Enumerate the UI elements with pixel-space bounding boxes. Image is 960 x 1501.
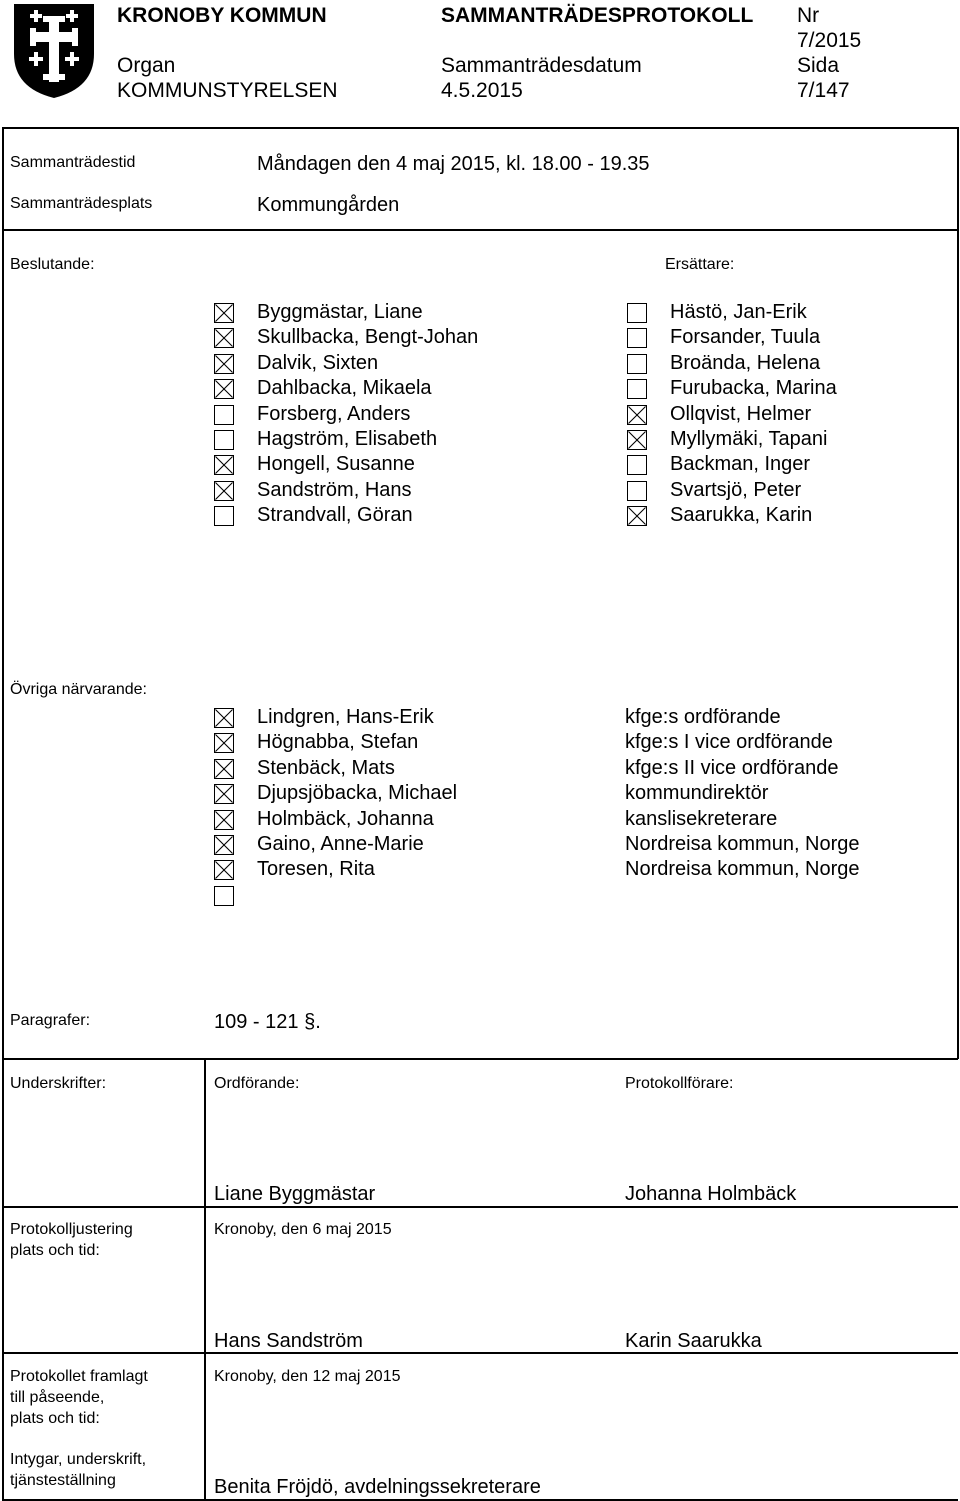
attendee-row	[627, 452, 947, 477]
attendee-row	[214, 402, 534, 427]
other-attendees-label: Övriga närvarande:	[10, 681, 147, 698]
municipality-coat-of-arms-logo	[12, 2, 96, 100]
present-checkbox-unchecked	[214, 430, 234, 450]
attendee-name: Sandström, Hans	[257, 478, 412, 501]
adjustment-top-rule	[2, 1206, 958, 1208]
attendee-role: kfge:s II vice ordförande	[625, 756, 839, 779]
attendee-role: kfge:s I vice ordförande	[625, 731, 833, 754]
attendee-name: Broända, Helena	[670, 351, 821, 374]
present-checkbox-checked	[214, 860, 234, 880]
attendee-row	[214, 452, 534, 477]
attendee-row	[627, 402, 947, 427]
adjustment-label-line1: Protokolljustering	[10, 1221, 133, 1238]
present-checkbox-checked	[214, 708, 234, 728]
attendee-row	[214, 807, 925, 832]
present-checkbox-unchecked	[214, 405, 234, 425]
paragraphs-value: 109 - 121 §.	[214, 1011, 321, 1033]
certifier-name-title: Benita Fröjdö, avdelningssekreterare	[214, 1476, 541, 1498]
meeting-place-label: Sammanträdesplats	[10, 195, 153, 212]
attendee-role: kfge:s ordförande	[625, 706, 781, 728]
present-checkbox-checked	[627, 430, 647, 450]
municipality-name: KRONOBY KOMMUN	[117, 4, 327, 27]
display-label-line2: till påseende,	[10, 1389, 105, 1406]
attendee-name: Djupsjöbacka, Michael	[257, 782, 458, 805]
frame-right-rule	[957, 127, 959, 1059]
attendee-row	[214, 857, 925, 882]
attendee-row	[214, 730, 925, 755]
organ-value: KOMMUNSTYRELSEN	[117, 79, 338, 102]
present-checkbox-checked	[627, 405, 647, 425]
present-checkbox-checked	[627, 506, 647, 526]
present-checkbox-unchecked	[627, 481, 647, 501]
attendee-name: Strandvall, Göran	[257, 504, 413, 527]
present-checkbox-unchecked	[627, 328, 647, 348]
frame-bottom-rule	[2, 1499, 958, 1501]
attendee-name: Hongell, Susanne	[257, 453, 415, 476]
secretary-label: Protokollförare:	[625, 1075, 734, 1092]
present-checkbox-checked	[214, 354, 234, 374]
signatures-label: Underskrifter:	[10, 1075, 107, 1092]
attendee-name: Toresen, Rita	[257, 858, 375, 881]
present-checkbox-checked	[214, 784, 234, 804]
meeting-date-label: Sammanträdesdatum	[441, 54, 642, 77]
attendee-name: Lindgren, Hans-Erik	[257, 706, 434, 728]
attendee-row	[627, 300, 947, 325]
nr-label: Nr	[797, 4, 820, 27]
certification-label-line2: tjänsteställning	[10, 1472, 116, 1489]
meeting-date-value: 4.5.2015	[441, 79, 523, 102]
present-checkbox-checked	[214, 328, 234, 348]
attendee-row	[627, 376, 947, 401]
attendee-role: Nordreisa kommun, Norge	[625, 858, 860, 881]
present-checkbox-unchecked	[627, 379, 647, 399]
attendee-row	[214, 756, 925, 781]
chair-name: Liane Byggmästar	[214, 1183, 376, 1205]
attendee-row	[214, 427, 534, 452]
present-checkbox-unchecked	[214, 506, 234, 526]
present-checkbox-checked	[214, 759, 234, 779]
present-checkbox-unchecked	[627, 455, 647, 475]
paragraphs-label: Paragrafer:	[10, 1012, 91, 1029]
attendee-row	[627, 325, 947, 350]
attendee-name: Svartsjö, Peter	[670, 478, 802, 501]
attendee-role: kommundirektör	[625, 782, 769, 805]
attendee-row	[627, 427, 947, 452]
display-top-rule	[2, 1352, 958, 1354]
present-checkbox-checked	[214, 379, 234, 399]
attendee-row	[214, 325, 534, 350]
present-checkbox-checked	[214, 835, 234, 855]
attendee-name: Saarukka, Karin	[670, 504, 813, 527]
attendee-role: kanslisekreterare	[625, 807, 778, 830]
nr-value: 7/2015	[797, 29, 862, 52]
attendee-row	[214, 478, 534, 503]
present-checkbox-unchecked	[627, 303, 647, 323]
adjustment-label-line2: plats och tid:	[10, 1242, 100, 1259]
chair-label: Ordförande:	[214, 1075, 300, 1092]
meeting-info-divider	[2, 229, 958, 231]
attendee-row	[214, 300, 534, 325]
signatures-top-rule	[2, 1058, 958, 1060]
attendee-row	[214, 883, 925, 908]
attendee-name: Forsberg, Anders	[257, 402, 411, 425]
attendee-name: Stenbäck, Mats	[257, 756, 395, 779]
adjustment-place-time: Kronoby, den 6 maj 2015	[214, 1221, 392, 1238]
decision-makers-label: Beslutande:	[10, 256, 95, 273]
present-checkbox-unchecked	[627, 354, 647, 374]
frame-left-rule	[2, 127, 4, 1501]
document-type: SAMMANTRÄDESPROTOKOLL	[441, 4, 754, 27]
present-checkbox-checked	[214, 303, 234, 323]
meeting-place-value: Kommungården	[257, 194, 400, 216]
label-column-rule	[204, 1058, 206, 1501]
attendee-name: Högnabba, Stefan	[257, 731, 419, 754]
attendee-name: Ollqvist, Helmer	[670, 402, 812, 425]
present-checkbox-checked	[214, 455, 234, 475]
adjuster-2-name: Karin Saarukka	[625, 1330, 762, 1352]
frame-top-rule	[2, 127, 958, 129]
attendee-row	[214, 503, 534, 528]
adjuster-1-name: Hans Sandström	[214, 1330, 363, 1352]
meeting-time-value: Måndagen den 4 maj 2015, kl. 18.00 - 19.35	[257, 153, 650, 175]
display-place-time: Kronoby, den 12 maj 2015	[214, 1368, 401, 1385]
attendee-name: Gaino, Anne-Marie	[257, 833, 424, 855]
secretary-name: Johanna Holmbäck	[625, 1183, 797, 1205]
attendee-name: Hagström, Elisabeth	[257, 428, 438, 450]
attendee-name: Holmbäck, Johanna	[257, 807, 434, 830]
substitutes-label: Ersättare:	[665, 256, 735, 273]
attendee-name: Byggmästar, Liane	[257, 301, 423, 323]
attendee-name: Backman, Inger	[670, 453, 811, 476]
attendee-role: Nordreisa kommun, Norge	[625, 833, 860, 855]
present-checkbox-checked	[214, 810, 234, 830]
organ-label: Organ	[117, 54, 176, 77]
attendee-name: Furubacka, Marina	[670, 377, 837, 400]
attendee-row	[627, 503, 947, 528]
attendee-row	[627, 478, 947, 503]
page-value: 7/147	[797, 79, 850, 102]
attendee-name: Dahlbacka, Mikaela	[257, 377, 432, 400]
meeting-time-label: Sammanträdestid	[10, 154, 136, 171]
attendee-row	[214, 351, 534, 376]
display-label-line1: Protokollet framlagt	[10, 1368, 148, 1385]
attendee-row	[214, 781, 925, 806]
present-checkbox-checked	[214, 481, 234, 501]
attendee-name: Myllymäki, Tapani	[670, 428, 828, 450]
attendee-row	[214, 705, 925, 730]
page-label: Sida	[797, 54, 840, 77]
display-label-line3: plats och tid:	[10, 1410, 100, 1427]
attendee-name: Forsander, Tuula	[670, 326, 821, 349]
attendee-row	[214, 376, 534, 401]
attendee-name: Skullbacka, Bengt-Johan	[257, 326, 479, 349]
attendee-name: Dalvik, Sixten	[257, 351, 379, 374]
present-checkbox-unchecked	[214, 886, 234, 906]
attendee-name: Hästö, Jan-Erik	[670, 301, 807, 323]
certification-label-line1: Intygar, underskrift,	[10, 1451, 147, 1468]
attendee-row	[627, 351, 947, 376]
present-checkbox-checked	[214, 733, 234, 753]
attendee-row	[214, 832, 925, 857]
